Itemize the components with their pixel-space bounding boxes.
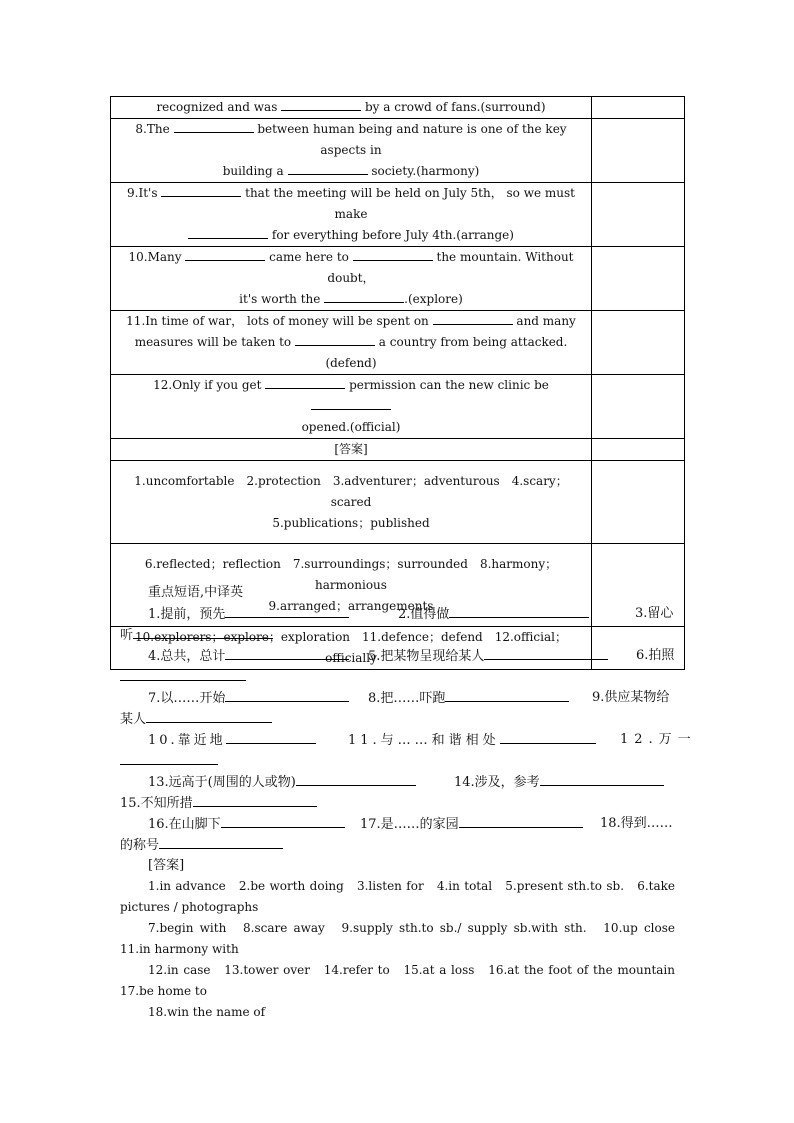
answer-header-cell: [答案] <box>111 439 592 461</box>
section-title: 重点短语,中译英 <box>148 585 244 600</box>
phrase-item: 17.是……的家园 <box>360 813 583 835</box>
answer-blank <box>311 397 391 410</box>
answer-blank <box>281 98 361 111</box>
phrase-item: 15.不知所措 <box>120 792 317 814</box>
answer-header: [答案] <box>148 858 185 873</box>
question-text: permission can the new clinic be <box>345 378 549 392</box>
table-row <box>111 461 685 544</box>
phrase-item: 2.值得做 <box>398 603 589 625</box>
phrase-row-wrap <box>120 834 675 855</box>
question-text: society.(harmony) <box>367 164 480 178</box>
question-text: by a crowd of fans.(surround) <box>361 100 546 114</box>
question-cell <box>111 311 592 375</box>
question-text: between human being and nature is one of the key aspects in <box>253 122 567 157</box>
answer-blank <box>353 248 433 261</box>
table-row <box>111 97 685 119</box>
phrase-item: 7.以……开始 <box>148 687 349 709</box>
empty-cell <box>592 119 685 183</box>
question-text: it's worth the <box>239 292 325 306</box>
answer-text: 9.arranged；arrangements <box>268 598 434 613</box>
question-text: building a <box>222 164 288 178</box>
empty-cell <box>592 375 685 439</box>
phrase-row <box>120 729 697 750</box>
phrase-item: 4.总共，总计 <box>148 645 349 667</box>
question-text: came here to <box>265 250 353 264</box>
answer-blank <box>295 333 375 346</box>
phrase-item: 10.靠近地 <box>148 729 316 751</box>
table-row <box>111 119 685 183</box>
question-text: 9.It's <box>127 186 162 200</box>
question-text: for everything before July 4th.(arrange) <box>268 228 514 242</box>
question-text: measures will be taken to <box>134 335 295 349</box>
phrase-item: 13.远高于(周围的人或物) <box>148 771 416 793</box>
phrase-row <box>120 687 675 708</box>
question-text: opened.(official) <box>301 420 401 434</box>
answer-paragraph: 12.in case 13.tower over 14.refer to 15.at a loss 16.at the foot of the mountain 17.be home to <box>120 963 688 998</box>
answer-blank <box>188 226 268 239</box>
phrase-row-wrap <box>120 624 675 645</box>
phrase-item: 14.涉及，参考 <box>454 771 664 793</box>
empty-cell <box>592 247 685 311</box>
answer-blank <box>324 290 404 303</box>
phrase-row <box>120 645 675 666</box>
phrase-blank <box>120 666 246 688</box>
phrase-item: 3.留心 <box>635 606 674 621</box>
question-text: that the meeting will be held on July 5th， so we must make <box>241 186 575 221</box>
answer-blank <box>174 120 254 133</box>
answer-text: 1.uncomfortable 2.protection 3.adventurer；adventurous 4.scary；scared <box>134 473 568 509</box>
phrase-row-wrap <box>120 666 675 687</box>
answer-blank <box>288 162 368 175</box>
answer-blank <box>161 184 241 197</box>
question-cell <box>111 97 592 119</box>
phrase-row-wrap <box>120 750 675 771</box>
answer-text: 5.publications；published <box>272 515 430 530</box>
table-row <box>111 439 685 461</box>
table-row <box>111 247 685 311</box>
answer-text: 10.explorers；explore；exploration 11.defence；defend 12.official；officially <box>135 630 567 665</box>
phrase-row-wrap <box>120 708 675 729</box>
empty-cell <box>592 311 685 375</box>
phrase-row <box>120 771 675 792</box>
phrase-row-wrap <box>120 792 675 813</box>
question-cell <box>111 119 592 183</box>
phrase-row <box>120 603 675 624</box>
table-row <box>111 183 685 247</box>
answer-blank <box>265 376 345 389</box>
question-cell <box>111 183 592 247</box>
phrase-item: 18.得到…… <box>600 816 673 831</box>
answer-blank <box>185 248 265 261</box>
question-cell <box>111 375 592 439</box>
phrase-item: 9.供应某物给 <box>592 690 670 705</box>
phrase-item: 16.在山脚下 <box>148 813 345 835</box>
question-text: 11.In time of war， lots of money will be spent on <box>126 314 433 328</box>
question-text: the mountain. Without doubt， <box>327 250 574 285</box>
question-cell <box>111 247 592 311</box>
phrase-item: 1.提前，预先 <box>148 603 349 625</box>
empty-cell <box>592 97 685 119</box>
question-text: a country from being attacked.(defend) <box>325 335 568 370</box>
answer-text: 6.reflected；reflection 7.surroundings；surrounded 8.harmony；harmonious <box>144 556 558 592</box>
phrase-item: 听 <box>120 624 273 646</box>
phrase-row <box>120 813 675 834</box>
phrase-blank <box>120 750 218 772</box>
question-text: .(explore) <box>404 292 463 306</box>
empty-cell <box>592 183 685 247</box>
phrase-item: 11.与……和谐相处 <box>348 729 596 751</box>
phrase-item: 6.拍照 <box>636 648 675 663</box>
question-text: recognized and was <box>156 100 282 114</box>
phrase-item: 8.把……吓跑 <box>368 687 569 709</box>
phrase-item: 某人 <box>120 708 272 730</box>
question-text: and many <box>512 314 576 328</box>
phrase-item: 的称号 <box>120 834 283 856</box>
phrase-item: 5.把某物呈现给某人 <box>368 645 608 667</box>
phrases-section <box>120 582 697 1023</box>
empty-cell <box>592 461 685 544</box>
question-text: 8.The <box>135 122 174 136</box>
question-text: 12.Only if you get <box>153 378 266 392</box>
answer-paragraph: 1.in advance 2.be worth doing 3.listen for 4.in total 5.present sth.to sb. 6.take pictures / photographs <box>120 879 675 914</box>
table-row <box>111 375 685 439</box>
answer-paragraph: 18.win the name of <box>148 1005 266 1019</box>
answer-paragraph: 7.begin with 8.scare away 9.supply sth.to sb./ supply sb.with sth. 10.up close 11.in harmony with <box>120 921 688 956</box>
answer-cell <box>111 461 592 544</box>
empty-cell <box>592 439 685 461</box>
question-text: 10.Many <box>128 250 186 264</box>
phrase-item: 12.万一 <box>620 732 697 747</box>
table-row <box>111 311 685 375</box>
answer-blank <box>433 312 513 325</box>
